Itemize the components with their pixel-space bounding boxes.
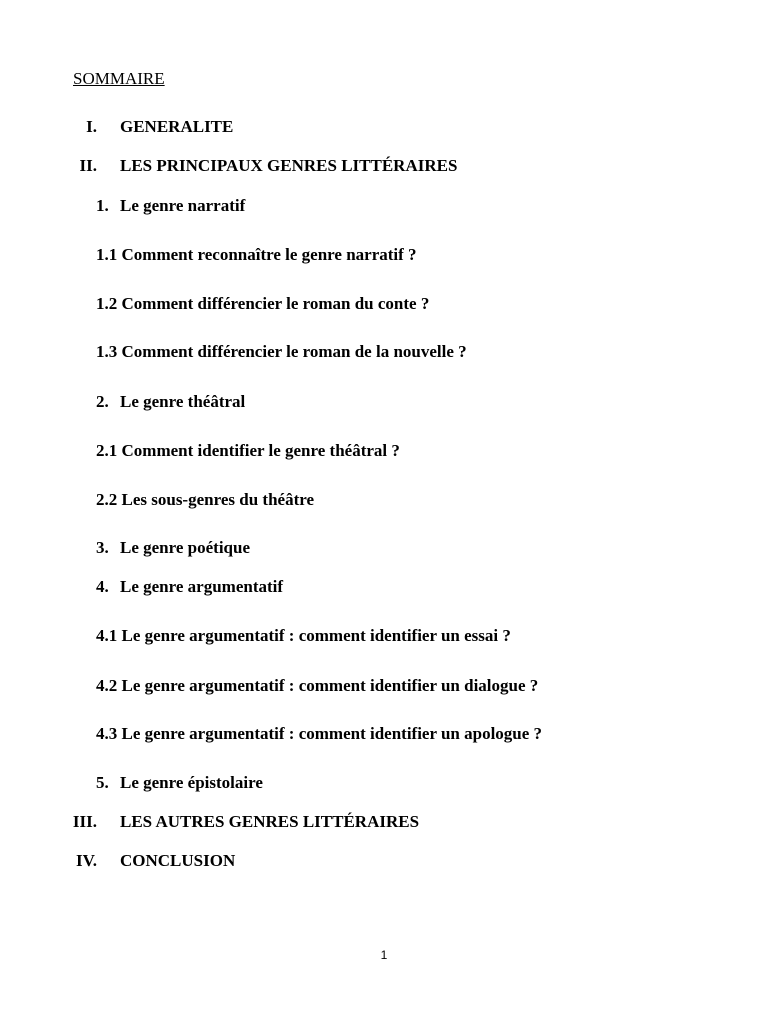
page-number: 1 xyxy=(380,948,388,962)
toc-section-2-text: LES PRINCIPAUX GENRES LITTÉRAIRES xyxy=(120,156,458,175)
toc-subitem-4-2: 4.2 Le genre argumentatif : comment identifier un dialogue ? xyxy=(96,676,539,695)
toc-subitem-1-2: 1.2 Comment différencier le roman du conte ? xyxy=(96,294,430,313)
toc-section-4-number: IV. xyxy=(76,851,97,870)
toc-subitem-2-2: 2.2 Les sous-genres du théâtre xyxy=(96,490,315,509)
toc-section-2-number: II. xyxy=(79,156,97,175)
toc-item-1-text: Le genre narratif xyxy=(120,196,246,215)
toc-title: SOMMAIRE xyxy=(73,69,165,88)
toc-section-3-number: III. xyxy=(72,812,97,831)
toc-item-2-number: 2. xyxy=(96,392,109,411)
toc-subitem-2-1: 2.1 Comment identifier le genre théâtral ? xyxy=(96,441,400,460)
toc-section-4-text: CONCLUSION xyxy=(120,851,236,870)
toc-item-2-text: Le genre théâtral xyxy=(120,392,246,411)
toc-item-3-text: Le genre poétique xyxy=(120,538,251,557)
toc-item-4-number: 4. xyxy=(96,577,109,596)
toc-section-1-text: GENERALITE xyxy=(120,117,234,136)
toc-item-3-number: 3. xyxy=(96,538,109,557)
toc-subitem-4-1: 4.1 Le genre argumentatif : comment identifier un essai ? xyxy=(96,626,511,645)
toc-subitem-4-3: 4.3 Le genre argumentatif : comment identifier un apologue ? xyxy=(96,724,543,743)
toc-section-1-number: I. xyxy=(86,117,97,136)
toc-item-4-text: Le genre argumentatif xyxy=(120,577,284,596)
toc-subitem-1-3: 1.3 Comment différencier le roman de la nouvelle ? xyxy=(96,342,467,361)
toc-item-5-text: Le genre épistolaire xyxy=(120,773,263,792)
toc-subitem-1-1: 1.1 Comment reconnaître le genre narratif ? xyxy=(96,245,417,264)
toc-item-5-number: 5. xyxy=(96,773,109,792)
toc-item-1-number: 1. xyxy=(96,196,109,215)
toc-section-3-text: LES AUTRES GENRES LITTÉRAIRES xyxy=(120,812,420,831)
